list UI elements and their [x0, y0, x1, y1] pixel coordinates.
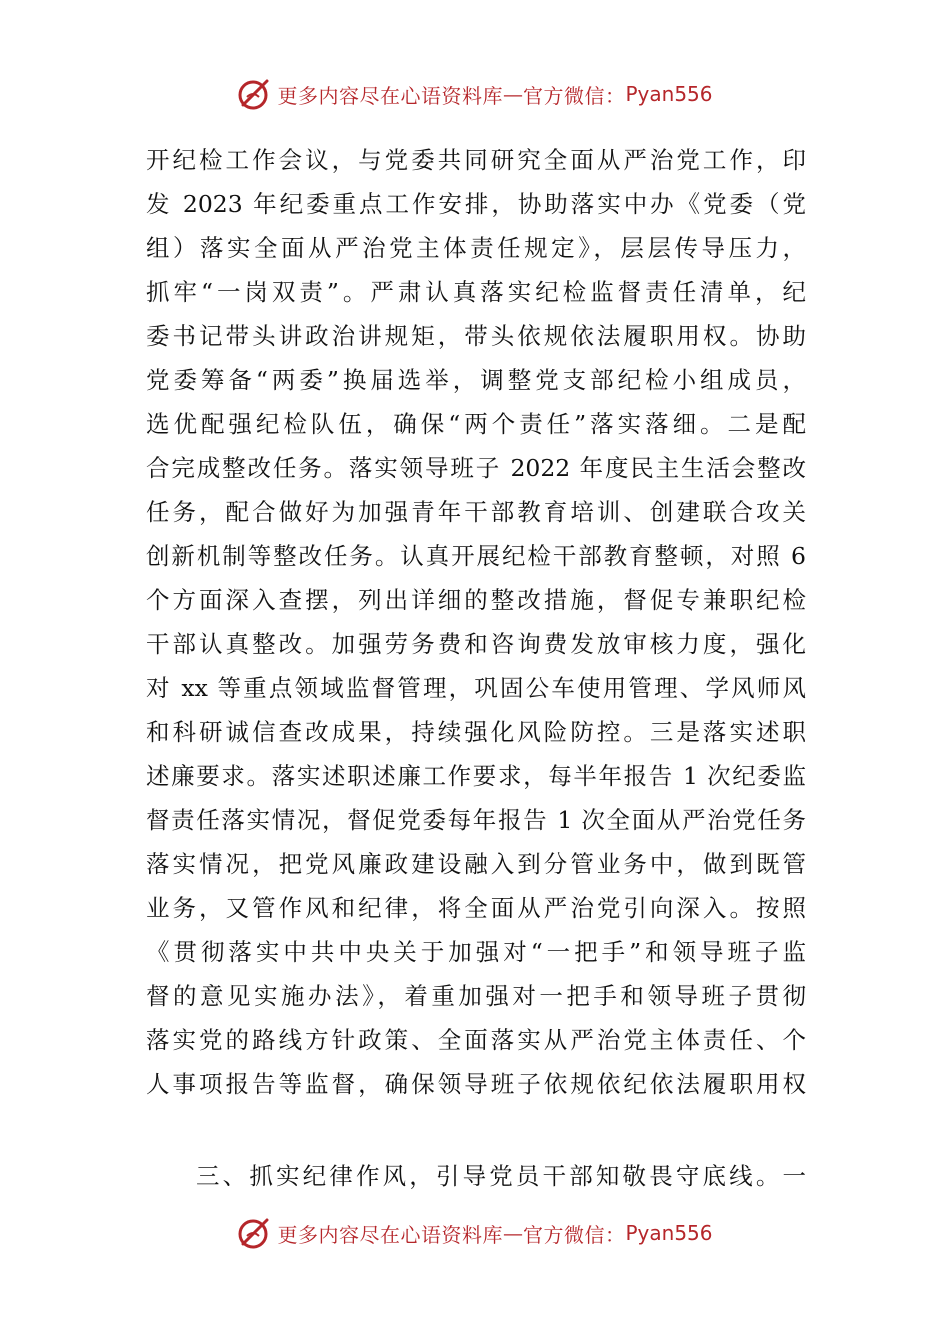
section-heading: 三、抓实纪律作风，引导党员干部知敬畏守底线。一 — [196, 1162, 806, 1190]
text-line: 组）落实全面从严治党主体责任规定》，层层传导压力， — [146, 234, 806, 262]
text-line: 发 2023 年纪委重点工作安排，协助落实中办《党委（党 — [146, 190, 806, 218]
text-line: 个方面深入查摆，列出详细的整改措施，督促专兼职纪检 — [146, 586, 806, 614]
text-line: 业务，又管作风和纪律，将全面从严治党引向深入。按照 — [146, 894, 806, 922]
text-line: 《贯彻落实中共中央关于加强对“一把手”和领导班子监 — [146, 938, 806, 966]
separator: — — [502, 1221, 523, 1245]
text-line: 创新机制等整改任务。认真开展纪检干部教育整顿，对照 6 — [146, 542, 806, 570]
header-watermark — [0, 74, 950, 114]
separator: — — [502, 82, 523, 106]
text-line: 合完成整改任务。落实领导班子 2022 年度民主生活会整改 — [146, 454, 806, 482]
text-line: 督的意见实施办法》，着重加强对一把手和领导班子贯彻 — [146, 982, 806, 1010]
text-line: 督责任落实情况，督促党委每年报告 1 次全面从严治党任务 — [146, 806, 806, 834]
text-line: 和科研诚信查改成果，持续强化风险防控。三是落实述职 — [146, 718, 806, 746]
text-line: 干部认真整改。加强劳务费和咨询费发放审核力度，强化 — [146, 630, 806, 658]
text-line: 开纪检工作会议，与党委共同研究全面从严治党工作，印 — [146, 146, 806, 174]
text-line: 委书记带头讲政治讲规矩，带头依规依法履职用权。协助 — [146, 322, 806, 350]
text-line: 党委筹备“两委”换届选举，调整党支部纪检小组成员， — [146, 366, 806, 394]
text-line: 述廉要求。落实述职述廉工作要求，每半年报告 1 次纪委监 — [146, 762, 806, 790]
text-line: 抓牢“一岗双责”。严肃认真落实纪检监督责任清单，纪 — [146, 278, 806, 306]
brand-text: 更多内容尽在心语资料库 — [277, 83, 503, 108]
text-line: 任务，配合做好为加强青年干部教育培训、创建联合攻关 — [146, 498, 806, 526]
footer-watermark — [0, 1213, 950, 1253]
contact-id: Pyan556 — [625, 1221, 713, 1245]
text-line: 人事项报告等监督，确保领导班子依规依纪依法履职用权 — [146, 1070, 806, 1098]
contact-id: Pyan556 — [625, 82, 713, 106]
text-line: 落实党的路线方针政策、全面落实从严治党主体责任、个 — [146, 1026, 806, 1054]
contact-label: 官方微信： — [522, 83, 626, 108]
text-line: 对 xx 等重点领域监督管理，巩固公车使用管理、学风师风 — [146, 674, 806, 702]
document-body — [146, 138, 806, 1106]
contact-label: 官方微信： — [522, 1222, 626, 1247]
brand-text: 更多内容尽在心语资料库 — [277, 1222, 503, 1247]
text-line: 选优配强纪检队伍，确保“两个责任”落实落细。二是配 — [146, 410, 806, 438]
text-line: 落实情况，把党风廉政建设融入到分管业务中，做到既管 — [146, 850, 806, 878]
pen-logo-icon — [237, 1216, 271, 1250]
pen-logo-icon — [237, 77, 271, 111]
